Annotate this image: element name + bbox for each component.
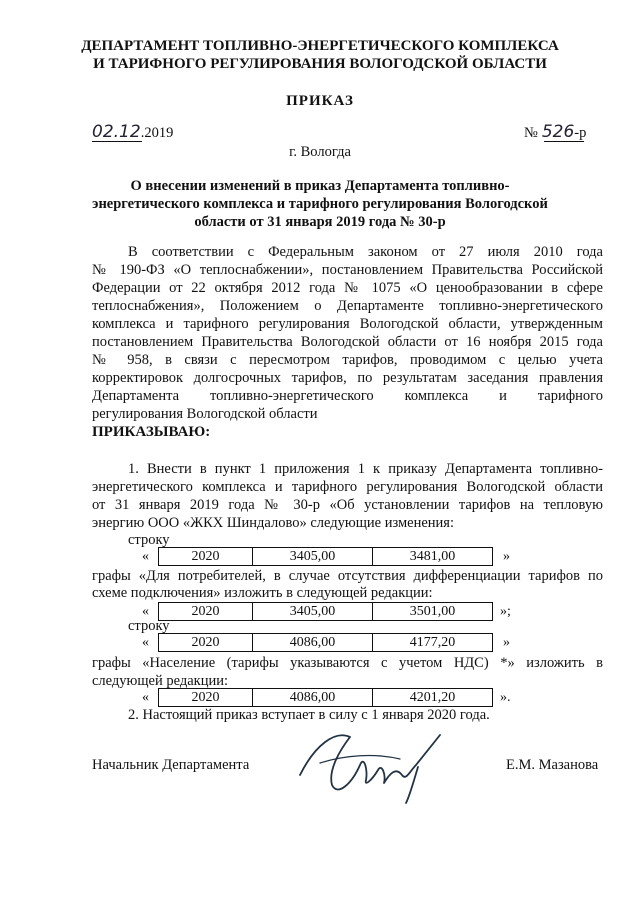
handwritten-signature [290, 725, 470, 805]
item1-line: энергетического комплекса и тарифного регулирования Вологодской области [92, 479, 603, 495]
department-line-1: ДЕПАРТАМЕНТ ТОПЛИВНО-ЭНЕРГЕТИЧЕСКОГО КОМПЛЕКСА [81, 38, 559, 54]
item1-line: энергию ООО «ЖКХ Шиндалово» следующие изменения: [92, 515, 454, 531]
table-cell-value: 4086,00 [252, 688, 373, 707]
order-number [524, 122, 586, 142]
preamble-line: В соответствии с Федеральным законом от 27 июля 2010 года [128, 244, 603, 260]
subject-line-3: области от 31 января 2019 года № 30-р [194, 214, 446, 230]
number-prefix: № [524, 125, 538, 141]
preamble-line: комплекса и тарифного регулирования Вологодской области, утвержденным [92, 316, 603, 332]
table-cell-year: 2020 [158, 602, 253, 621]
signatory-position: Начальник Департамента [92, 757, 250, 773]
close-quote: » [503, 549, 510, 564]
table-cell-year: 2020 [158, 633, 253, 652]
order-date [92, 122, 173, 142]
number-value: 526 [541, 122, 575, 142]
preamble-line: регулирования Вологодской области [92, 406, 318, 422]
preamble-line: № 958, в связи с пересмотром тарифов, проводимом с целью учета [92, 352, 603, 368]
document-type: ПРИКАЗ [286, 93, 354, 109]
date-day: 02 [92, 122, 114, 142]
open-quote: « [142, 635, 149, 650]
date-year: .2019 [140, 125, 174, 141]
order-word: ПРИКАЗЫВАЮ: [92, 424, 211, 440]
item1-line: от 31 января 2019 года № 30-р «Об установлении тарифов на тепловую [92, 497, 603, 513]
close-quote: » [503, 635, 510, 650]
row-label: строку [128, 532, 170, 548]
change1-text-line: схеме подключения» изложить в следующей редакции: [92, 585, 433, 601]
open-quote: « [142, 604, 149, 619]
subject-line-1: О внесении изменений в приказ Департамента топливно- [130, 178, 510, 194]
item1-line: 1. Внести в пункт 1 приложения 1 к приказу Департамента топливно- [128, 461, 603, 477]
table-cell-value: 3501,00 [372, 602, 493, 621]
change2-text-line: следующей редакции: [92, 673, 229, 689]
close-quote: »; [500, 604, 511, 619]
table-cell-year: 2020 [158, 547, 253, 566]
preamble-line: № 190-ФЗ «О теплоснабжении», постановлением Правительства Российской [92, 262, 603, 278]
subject-line-2: энергетического комплекса и тарифного регулирования Вологодской [92, 196, 548, 212]
preamble-line: корректировок долгосрочных тарифов, по результатам заседания правления [92, 370, 603, 386]
preamble-line: Федерации от 22 октября 2012 года № 1075 «О ценообразовании в сфере [92, 280, 603, 296]
signatory-name: Е.М. Мазанова [506, 757, 599, 773]
number-suffix: -р [574, 125, 587, 141]
change1-text-line: графы «Для потребителей, в случае отсутствия дифференциации тарифов по [92, 568, 603, 584]
department-line-2: И ТАРИФНОГО РЕГУЛИРОВАНИЯ ВОЛОГОДСКОЙ ОБЛАСТИ [93, 56, 547, 72]
table-cell-value: 4177,20 [372, 633, 493, 652]
city: г. Вологда [289, 144, 351, 160]
table-cell-value: 3405,00 [252, 602, 373, 621]
number-underline [544, 141, 584, 142]
table-cell-value: 3481,00 [372, 547, 493, 566]
change2-text-line: графы «Население (тарифы указываются с учетом НДС) *» изложить в [92, 655, 603, 671]
open-quote: « [142, 690, 149, 705]
close-quote: ». [500, 690, 511, 705]
table-cell-value: 3405,00 [252, 547, 373, 566]
row-label: строку [128, 618, 170, 634]
preamble-line: теплоснабжения», Положением о Департаменте топливно-энергетического [92, 298, 603, 314]
table-cell-value: 4086,00 [252, 633, 373, 652]
table-cell-year: 2020 [158, 688, 253, 707]
preamble-line: постановлением Правительства Вологодской области от 16 ноября 2015 года [92, 334, 603, 350]
open-quote: « [142, 549, 149, 564]
date-month: 12 [119, 122, 141, 142]
item2: 2. Настоящий приказ вступает в силу с 1 января 2020 года. [128, 707, 490, 723]
date-underline [92, 141, 142, 142]
date-separator: . [113, 122, 120, 142]
preamble-line: Департамента топливно-энергетического комплекса и тарифного [92, 388, 603, 404]
table-cell-value: 4201,20 [372, 688, 493, 707]
